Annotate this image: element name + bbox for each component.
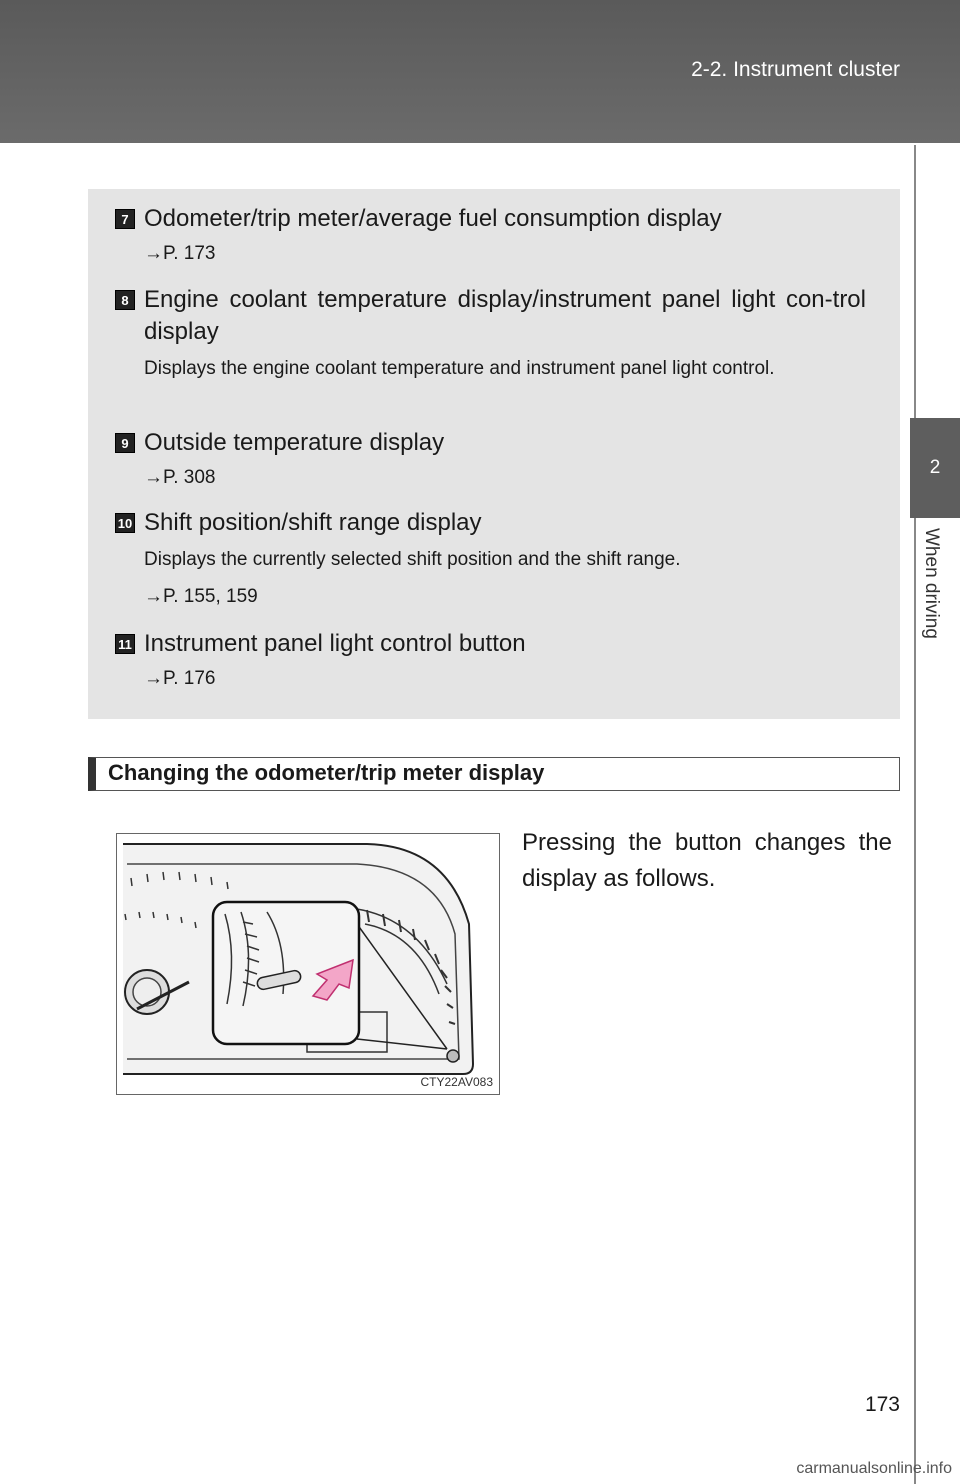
page-reference: →P. 176: [144, 668, 216, 689]
item-8: [115, 284, 866, 383]
item-description: Displays the engine coolant temperature and instrument panel light control.: [144, 358, 775, 379]
chapter-tab: 2: [910, 418, 960, 518]
page-number: 173: [864, 1393, 900, 1416]
item-title: Instrument panel light control button: [144, 630, 526, 657]
item-7: [115, 203, 866, 265]
item-title: Odometer/trip meter/average fuel consumption display: [144, 205, 722, 232]
item-9: [115, 427, 866, 489]
chapter-label: When driving: [921, 528, 942, 639]
side-rule: [914, 145, 960, 1484]
item-badge: 10: [115, 513, 135, 533]
item-11: [115, 628, 866, 690]
item-badge: 11: [115, 634, 135, 654]
item-title: Shift position/shift range display: [144, 509, 482, 536]
page-reference: →P. 308: [144, 467, 216, 488]
body-text: Pressing the button changes the display as follows.: [522, 829, 892, 892]
item-badge: 7: [115, 209, 135, 229]
watermark: carmanualsonline.info: [796, 1460, 952, 1477]
page-reference: →P. 155, 159: [144, 586, 258, 607]
item-title: Outside temperature display: [144, 429, 445, 456]
figure-code: CTY22AV083: [420, 1075, 493, 1089]
page-header: [0, 0, 960, 143]
item-badge: 9: [115, 433, 135, 453]
item-title: Engine coolant temperature display/instrument panel light con-trol display: [144, 286, 866, 345]
page-reference: →P. 173: [144, 243, 216, 264]
section-title: 2-2. Instrument cluster: [691, 58, 900, 81]
item-description: Displays the currently selected shift position and the shift range.: [144, 549, 681, 570]
cluster-drawing: [117, 834, 499, 1094]
instrument-cluster-illustration: [116, 833, 500, 1095]
info-box: [88, 189, 900, 719]
item-10: [115, 507, 866, 608]
item-badge: 8: [115, 290, 135, 310]
subsection-heading: Changing the odometer/trip meter display: [88, 757, 900, 791]
